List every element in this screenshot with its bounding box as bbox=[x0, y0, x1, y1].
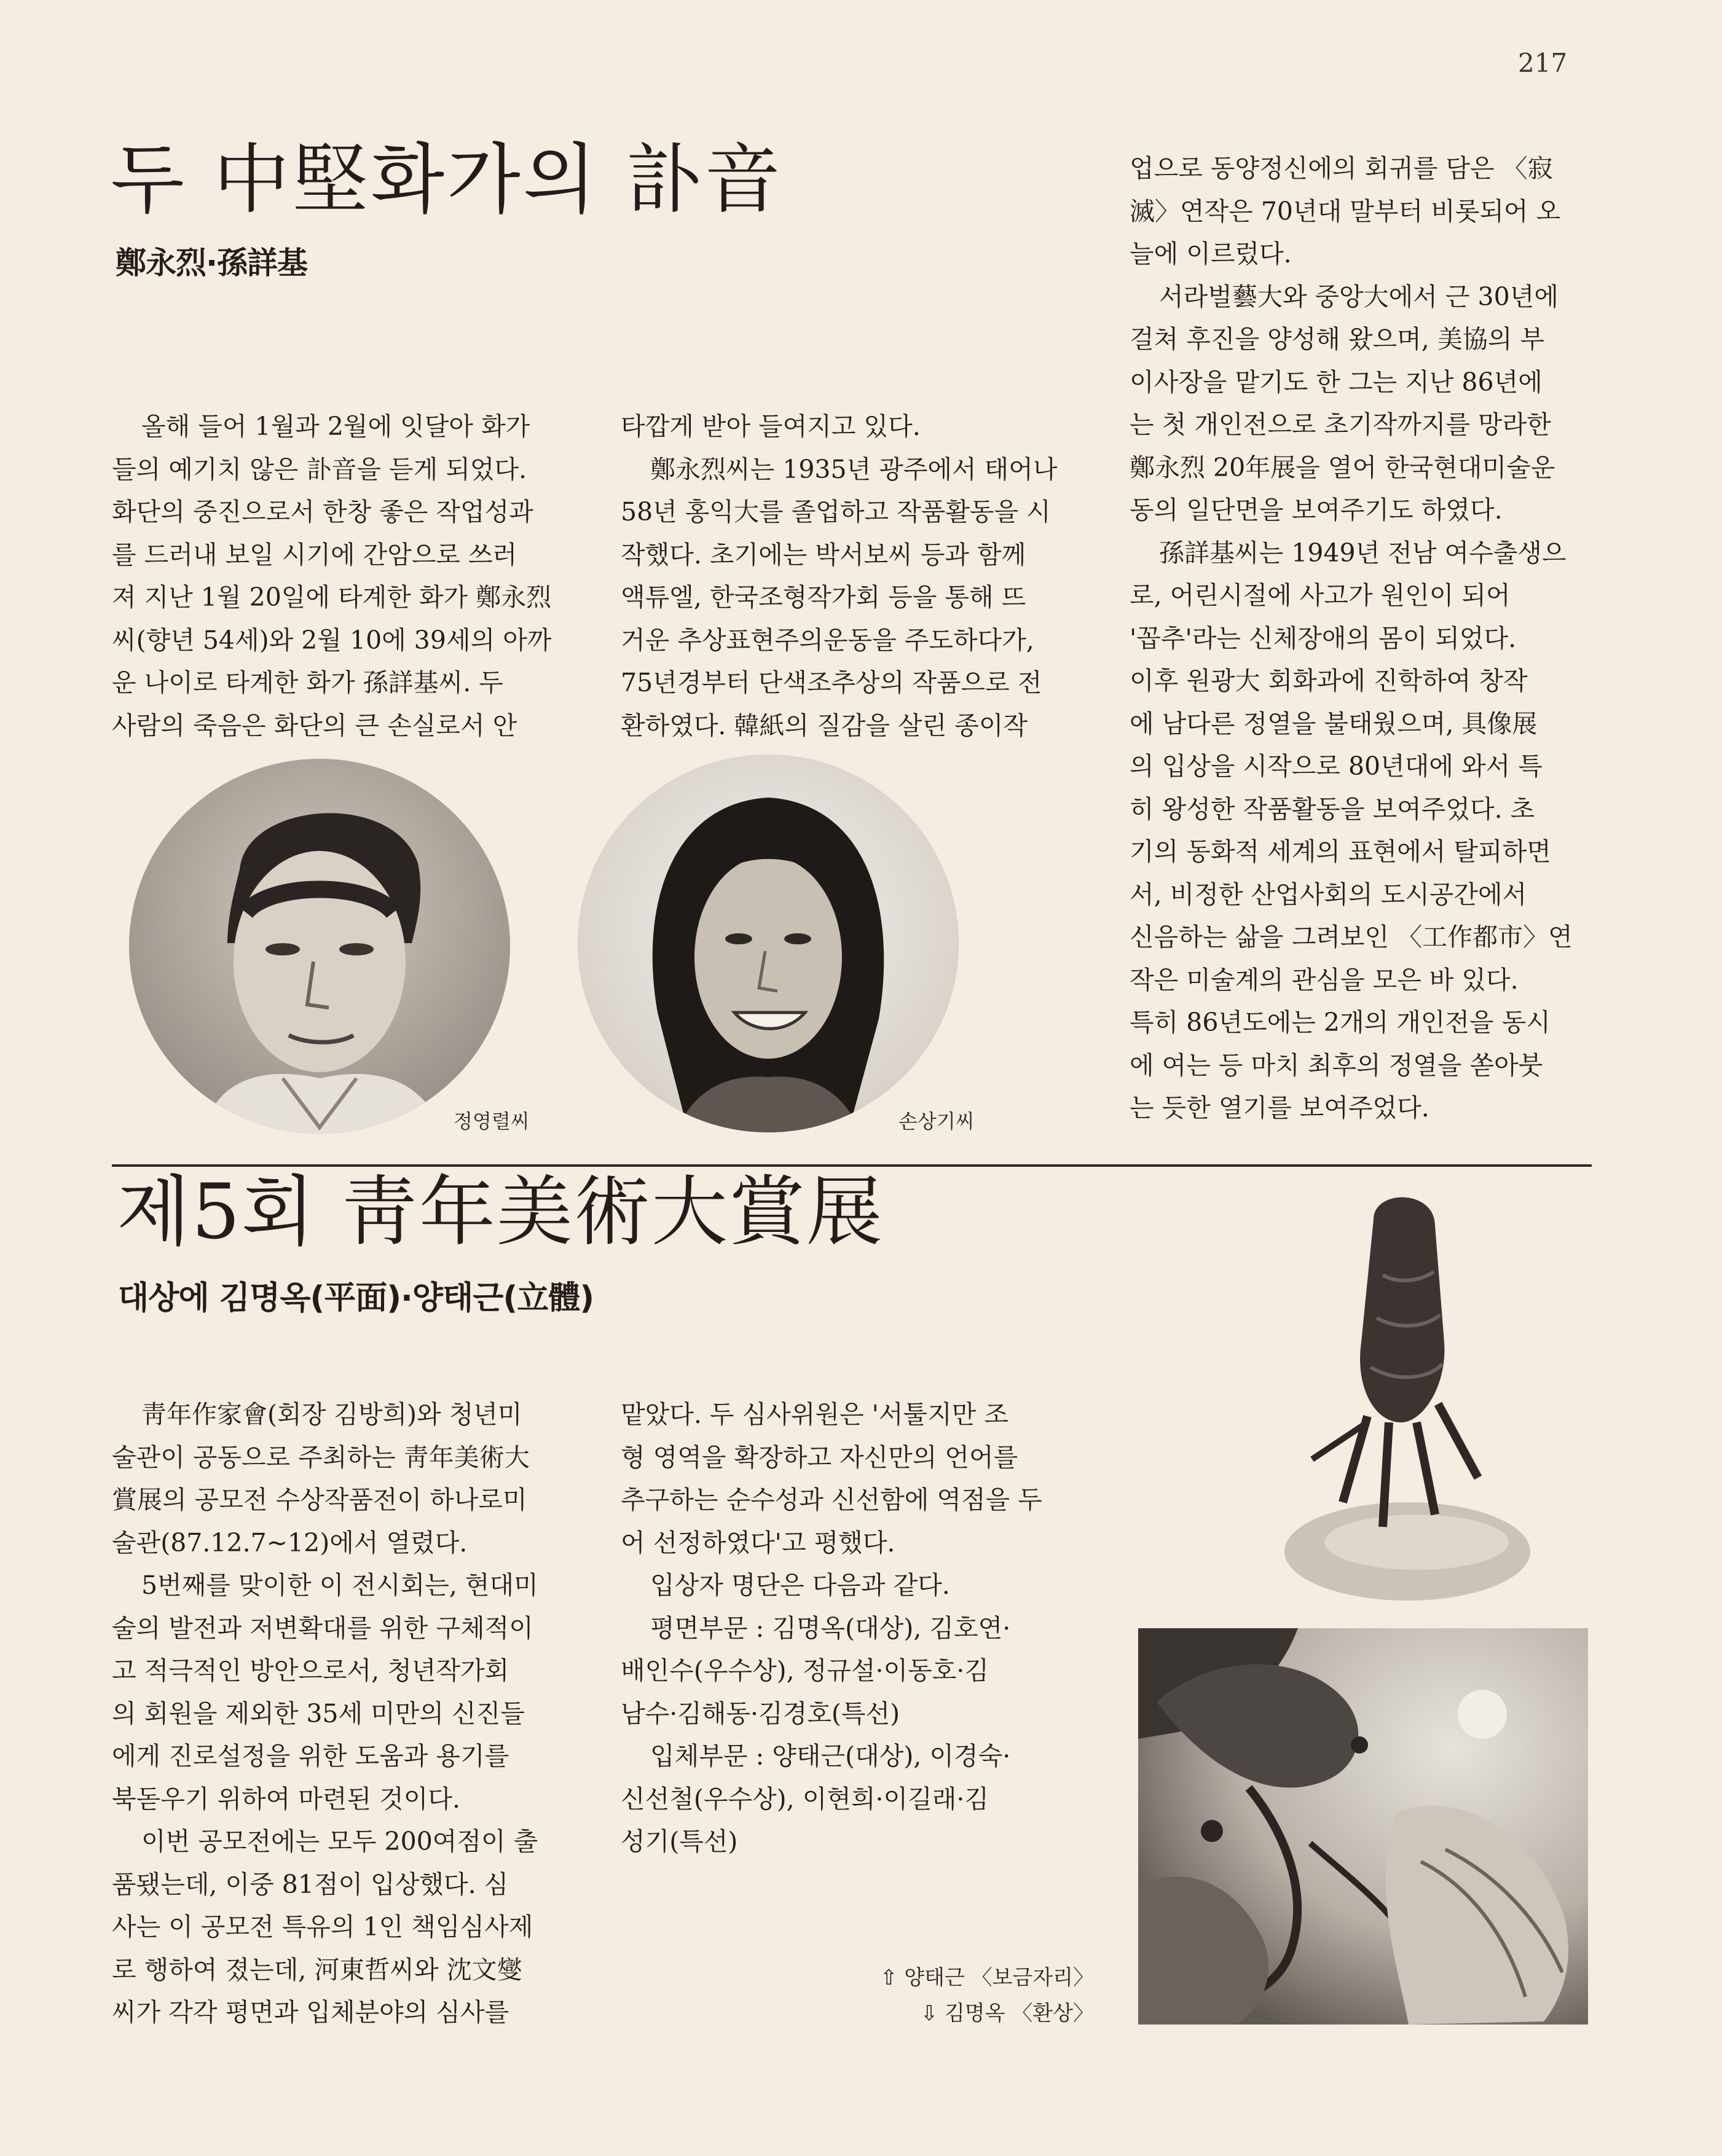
page-number: 217 bbox=[1518, 48, 1568, 78]
portrait-caption-son: 손상기씨 bbox=[898, 1110, 975, 1133]
text-line: 사는 이 공모전 특유의 1인 책임심사제 bbox=[112, 1912, 533, 1942]
text-line: 맡았다. 두 심사위원은 '서툴지만 조 bbox=[621, 1400, 1008, 1429]
text-line: 히 왕성한 작품활동을 보여주었다. 초 bbox=[1130, 794, 1535, 824]
text-line: 성기(특선) bbox=[621, 1827, 738, 1856]
text-line: 고 적극적인 방안으로서, 청년작가회 bbox=[112, 1656, 509, 1685]
text-line: 평면부문 : 김명옥(대상), 김호연· bbox=[650, 1613, 1011, 1643]
text-line: 씨가 각각 평면과 입체분야의 심사를 bbox=[112, 1997, 509, 2027]
text-line: 사람의 죽음은 화단의 큰 손실로서 안 bbox=[112, 710, 517, 740]
text-line: 이번 공모전에는 모두 200여점이 출 bbox=[141, 1827, 538, 1856]
text-line: 져 지난 1월 20일에 타계한 화가 鄭永烈 bbox=[112, 582, 552, 612]
text-line: 작은 미술계의 관심을 모은 바 있다. bbox=[1130, 965, 1519, 995]
text-line: 에게 진로설정을 위한 도움과 용기를 bbox=[112, 1741, 509, 1771]
text-line: 술의 발전과 저변확대를 위한 구체적이 bbox=[112, 1613, 533, 1643]
portrait-photo-jeong bbox=[129, 759, 510, 1134]
text-line: 서, 비정한 산업사회의 도시공간에서 bbox=[1130, 879, 1527, 909]
text-line: 운 나이로 타계한 화가 孫詳基씨. 두 bbox=[112, 668, 503, 697]
text-line: 환하였다. 韓紙의 질감을 살린 종이작 bbox=[621, 710, 1028, 740]
text-line: 북돋우기 위하여 마련된 것이다. bbox=[112, 1784, 461, 1814]
text-line: 58년 홍익大를 졸업하고 작품활동을 시 bbox=[621, 497, 1051, 527]
article2-subtitle: 대상에 김명옥(平面)·양태근(立體) bbox=[118, 1280, 594, 1317]
text-line: 賞展의 공모전 수상작품전이 하나로미 bbox=[112, 1485, 527, 1515]
text-line: 술관(87.12.7~12)에서 열렸다. bbox=[112, 1527, 468, 1558]
text-line: 형 영역을 확장하고 자신만의 언어를 bbox=[621, 1442, 1018, 1472]
sculpture-image bbox=[1275, 1183, 1533, 1601]
text-line: 올해 들어 1월과 2월에 잇달아 화가 bbox=[141, 412, 530, 441]
painting-caption: ⇩ 김명옥 〈환상〉 bbox=[920, 2001, 1094, 2026]
text-line: 액튜엘, 한국조형작가회 등을 통해 뜨 bbox=[621, 582, 1026, 612]
article1-column-3 bbox=[1130, 147, 1584, 1130]
text-line: 기의 동화적 세계의 표현에서 탈피하면 bbox=[1130, 837, 1551, 866]
text-line: 특히 86년도에는 2개의 개인전을 동시 bbox=[1130, 1008, 1551, 1037]
text-line: 품됐는데, 이중 81점이 입상했다. 심 bbox=[112, 1869, 509, 1899]
article2-column-2 bbox=[621, 1394, 1075, 1864]
text-line: 늘에 이르렀다. bbox=[1130, 239, 1292, 269]
text-line: 孫詳基씨는 1949년 전남 여수출생으 bbox=[1159, 538, 1567, 568]
text-line: 신선철(우수상), 이현희·이길래·김 bbox=[621, 1784, 989, 1814]
text-line: 어 선정하였다'고 평했다. bbox=[621, 1527, 895, 1558]
text-line: 滅〉연작은 70년대 말부터 비롯되어 오 bbox=[1130, 196, 1561, 226]
text-line: 75년경부터 단색조추상의 작품으로 전 bbox=[621, 668, 1042, 697]
painting-image bbox=[1138, 1628, 1588, 2025]
text-line: 는 듯한 열기를 보여주었다. bbox=[1130, 1093, 1429, 1123]
text-line: 남수·김해동·김경호(특선) bbox=[621, 1698, 900, 1728]
text-line: 에 남다른 정열을 불태웠으며, 具像展 bbox=[1130, 708, 1538, 739]
text-line: 화단의 중진으로서 한창 좋은 작업성과 bbox=[112, 497, 533, 527]
article1-column-1 bbox=[112, 406, 564, 747]
text-line: 에 여는 등 마치 최후의 정열을 쏟아붓 bbox=[1130, 1050, 1543, 1080]
text-line: '꼽추'라는 신체장애의 몸이 되었다. bbox=[1130, 623, 1517, 653]
text-line: 5번째를 맞이한 이 전시회는, 현대미 bbox=[141, 1570, 538, 1600]
text-line: 의 입상을 시작으로 80년대에 와서 특 bbox=[1130, 751, 1543, 781]
text-line: 로, 어린시절에 사고가 원인이 되어 bbox=[1130, 581, 1511, 610]
text-line: 배인수(우수상), 정규설·이동호·김 bbox=[621, 1656, 989, 1685]
text-line: 는 첫 개인전으로 초기작까지를 망라한 bbox=[1130, 410, 1551, 439]
article2-title: 제5회 靑年美術大賞展 bbox=[117, 1168, 884, 1256]
text-line: 들의 예기치 않은 訃音을 듣게 되었다. bbox=[112, 454, 527, 484]
sculpture-caption: ⇧ 양태근 〈보금자리〉 bbox=[879, 1966, 1094, 1990]
portrait-photo-son bbox=[578, 755, 959, 1132]
text-line: 동의 일단면을 보여주기도 하였다. bbox=[1130, 495, 1503, 525]
text-line: 鄭永烈씨는 1935년 광주에서 태어나 bbox=[650, 454, 1058, 484]
section-divider bbox=[112, 1164, 1592, 1167]
text-line: 씨(향년 54세)와 2월 10에 39세의 아까 bbox=[112, 625, 552, 655]
text-line: 입상자 명단은 다음과 같다. bbox=[650, 1570, 950, 1600]
text-line: 로 행하여 졌는데, 河東哲씨와 沈文燮 bbox=[112, 1954, 522, 1985]
text-line: 이사장을 맡기도 한 그는 지난 86년에 bbox=[1130, 367, 1543, 397]
text-line: 거운 추상표현주의운동을 주도하다가, bbox=[621, 625, 1034, 655]
article1-title: 두 中堅화가의 訃音 bbox=[111, 136, 783, 224]
text-line: 업으로 동양정신에의 회귀를 담은 〈寂 bbox=[1130, 154, 1553, 183]
text-line: 작했다. 초기에는 박서보씨 등과 함께 bbox=[621, 539, 1026, 570]
image-caption bbox=[848, 1960, 1094, 2031]
text-line: 신음하는 삶을 그려보인 〈工作都市〉연 bbox=[1130, 922, 1573, 952]
text-line: 추구하는 순수성과 신선함에 역점을 두 bbox=[621, 1485, 1042, 1515]
text-line: 걸쳐 후진을 양성해 왔으며, 美協의 부 bbox=[1130, 324, 1545, 354]
text-line: 입체부문 : 양태근(대상), 이경숙· bbox=[650, 1741, 1011, 1771]
text-line: 의 회원을 제외한 35세 미만의 신진들 bbox=[112, 1698, 525, 1728]
text-line: 술관이 공동으로 주최하는 靑年美術大 bbox=[112, 1442, 530, 1472]
text-line: 이후 원광大 회화과에 진학하여 창작 bbox=[1130, 666, 1528, 696]
text-line: 靑年作家會(회장 김방희)와 청년미 bbox=[141, 1400, 522, 1429]
article1-subtitle: 鄭永烈·孫詳基 bbox=[116, 245, 307, 281]
text-line: 타깝게 받아 들여지고 있다. bbox=[621, 412, 921, 441]
portrait-caption-jeong: 정영렬씨 bbox=[454, 1110, 530, 1133]
text-line: 鄭永烈 20年展을 열어 한국현대미술운 bbox=[1130, 452, 1555, 482]
text-line: 를 드러내 보일 시기에 간암으로 쓰러 bbox=[112, 539, 517, 570]
text-line: 서라벌藝大와 중앙大에서 근 30년에 bbox=[1159, 281, 1559, 312]
article1-column-2 bbox=[621, 406, 1072, 747]
article2-column-1 bbox=[112, 1394, 567, 2034]
